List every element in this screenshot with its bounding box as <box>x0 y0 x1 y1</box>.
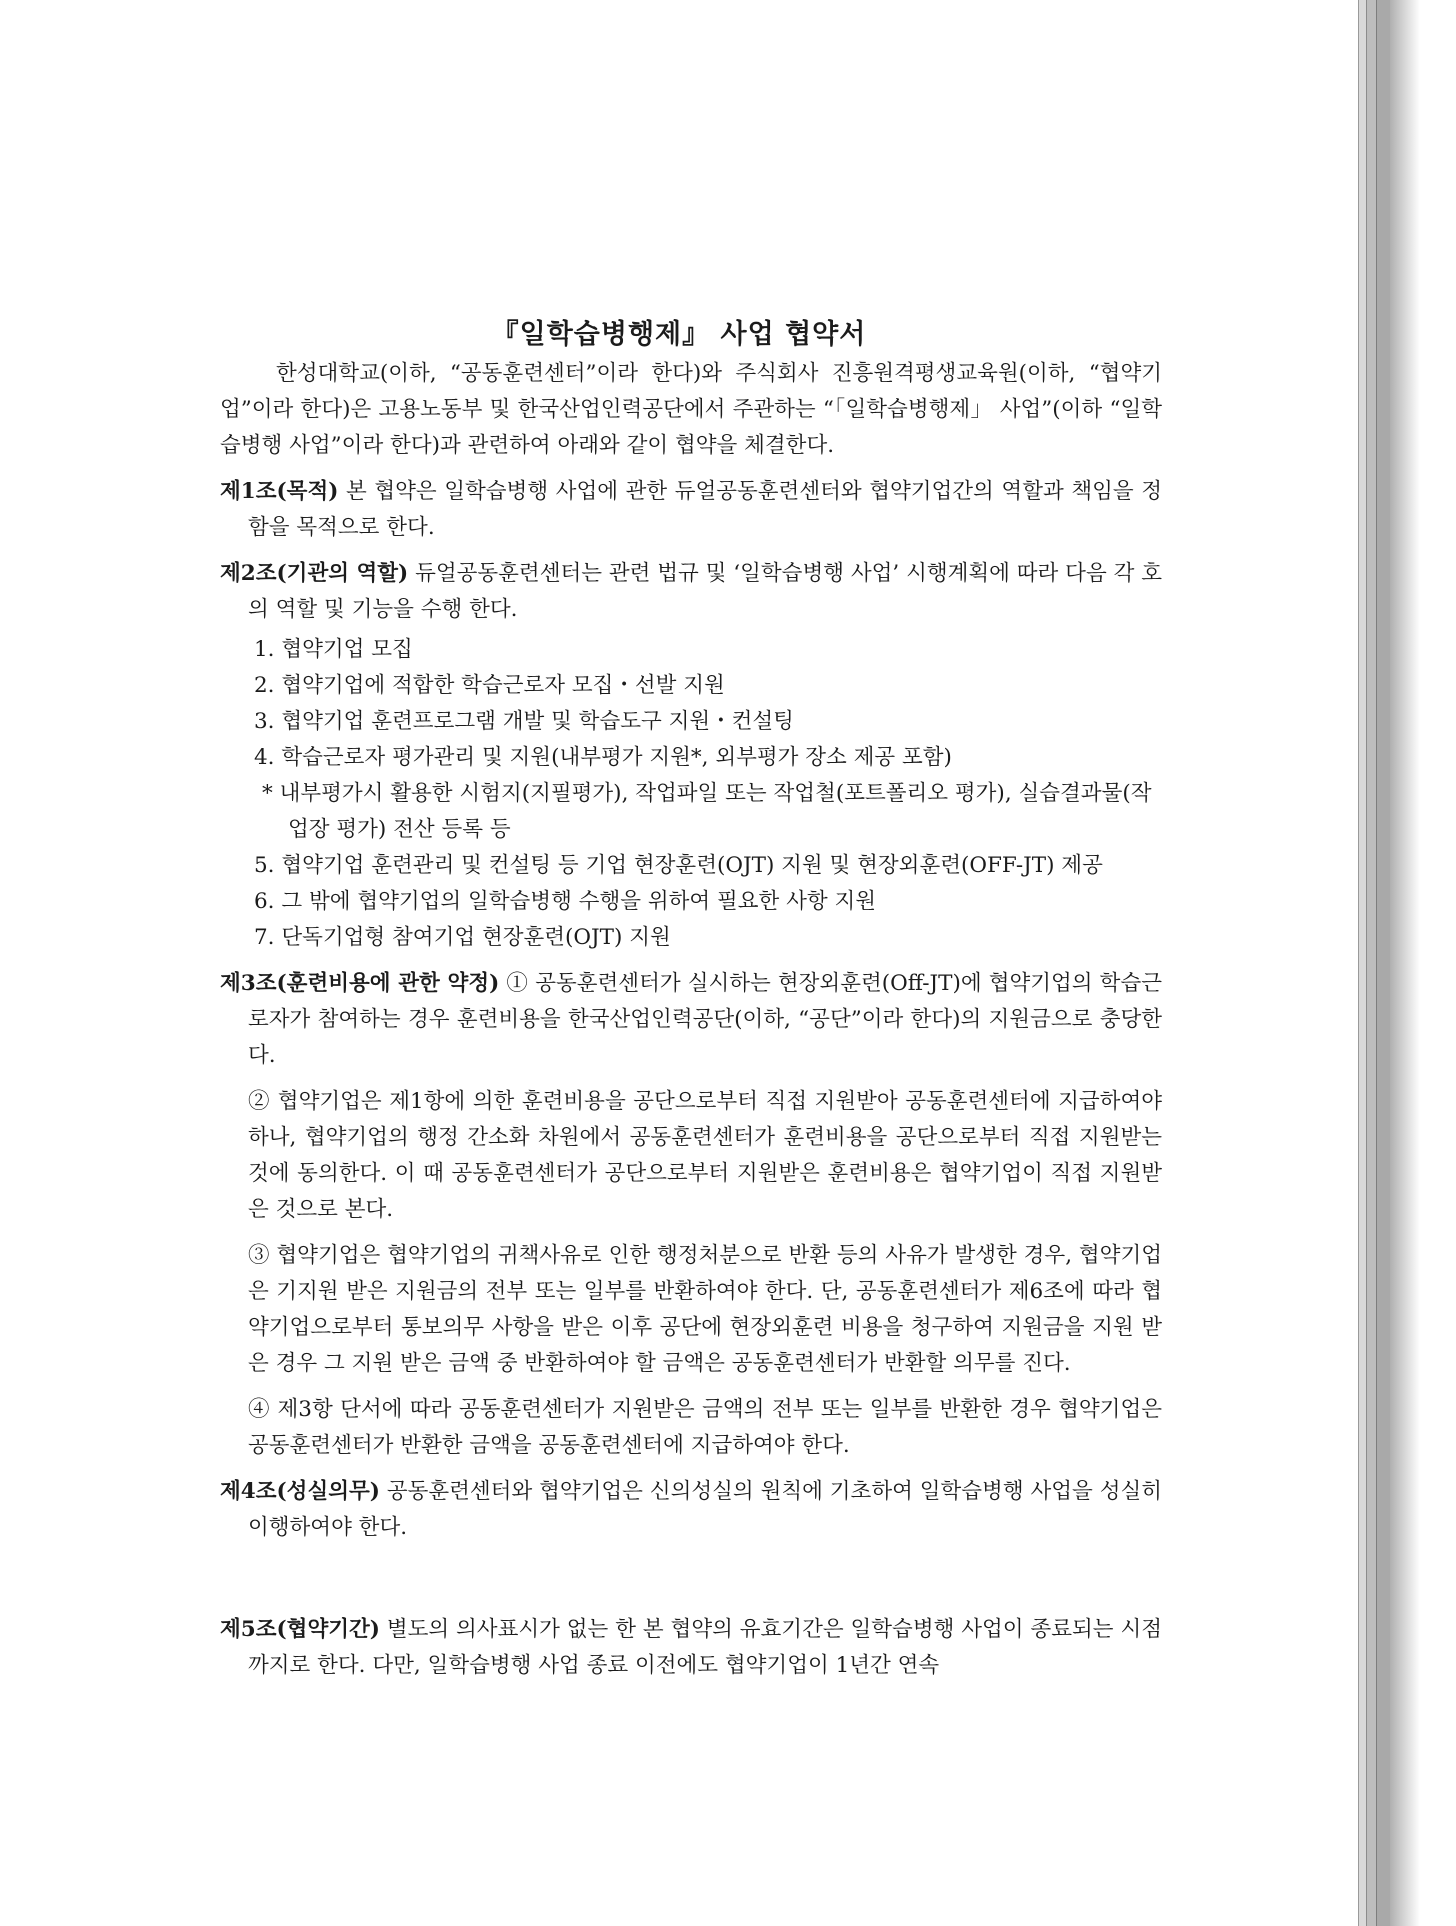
page-shadow <box>1390 0 1420 1926</box>
article-2-text: 듀얼공동훈련센터는 관련 법규 및 ‘일학습병행 사업’ 시행계획에 따라 다음 각 호의 역할 및 기능을 수행 한다. <box>248 561 1162 622</box>
article-1-heading: 제1조(목적) <box>220 479 339 504</box>
article-2-list <box>220 632 1162 776</box>
article-1-text: 본 협약은 일학습병행 사업에 관한 듀얼공동훈련센터와 협약기업간의 역할과 책임을 정함을 목적으로 한다. <box>248 479 1162 540</box>
document-body <box>220 356 1162 1694</box>
article-2-heading: 제2조(기관의 역할) <box>220 561 409 586</box>
article-4-text: 공동훈련센터와 협약기업은 신의성실의 원칙에 기초하여 일학습병행 사업을 성실히 이행하여야 한다. <box>248 1479 1162 1540</box>
article-5-text: 별도의 의사표시가 없는 한 본 협약의 유효기간은 일학습병행 사업이 종료되는 시점까지로 한다. 다만, 일학습병행 사업 종료 이전에도 협약기업이 1년간 연속 <box>248 1617 1162 1678</box>
article-3-heading: 제3조(훈련비용에 관한 약정) <box>220 971 500 996</box>
document-title: 『일학습병행제』 사업 협약서 <box>491 319 867 350</box>
article-4-heading: 제4조(성실의무) <box>220 1479 380 1504</box>
article-2 <box>220 556 1162 628</box>
list-item: 1. 협약기업 모집 <box>254 637 413 662</box>
list-item: 5. 협약기업 훈련관리 및 컨설팅 등 기업 현장훈련(OJT) 지원 및 현장외훈련(OFF-JT) 제공 <box>254 853 1103 878</box>
intro-paragraph: 한성대학교(이하, “공동훈련센터”이라 한다)와 주식회사 진흥원격평생교육원(이하, “협약기업”이라 한다)은 고용노동부 및 한국산업인력공단에서 주관하는 “「일학습병행제」 사업”(이하 “일학습병행 사업”이라 한다)과 관련하여 아래와 같이 협약을 체결한다. <box>220 361 1162 458</box>
list-item: 2. 협약기업에 적합한 학습근로자 모집・선발 지원 <box>254 673 725 698</box>
page-edge <box>1376 0 1391 1926</box>
article-3-p4: ④ 제3항 단서에 따라 공동훈련센터가 지원받은 금액의 전부 또는 일부를 반환한 경우 협약기업은 공동훈련센터가 반환한 금액을 공동훈련센터에 지급하여야 한다. <box>248 1397 1162 1458</box>
list-item: 7. 단독기업형 참여기업 현장훈련(OJT) 지원 <box>254 925 671 950</box>
article-3-p3: ③ 협약기업은 협약기업의 귀책사유로 인한 행정처분으로 반환 등의 사유가 발생한 경우, 협약기업은 기지원 받은 지원금의 전부 또는 일부를 반환하여야 한다. 단, 공동훈련센터가 제6조에 따라 협약기업으로부터 통보의무 사항을 받은 이후 공단에 현장외훈련 비용을 청구하여 지원금을 지원 받은 경우 그 지원 받은 금액 중 반환하여야 할 금액은 공동훈련센터가 반환할 의무를 진다. <box>248 1243 1162 1376</box>
list-item: 4. 학습근로자 평가관리 및 지원(내부평가 지원*, 외부평가 장소 제공 포함) <box>254 745 952 770</box>
article-2-note: * 내부평가시 활용한 시험지(지필평가), 작업파일 또는 작업철(포트폴리오 평가), 실습결과물(작업장 평가) 전산 등록 등 <box>262 781 1152 842</box>
article-4 <box>220 1474 1162 1546</box>
article-5 <box>220 1612 1162 1684</box>
article-3 <box>220 966 1162 1074</box>
spacer <box>220 1556 1162 1612</box>
list-item: 3. 협약기업 훈련프로그램 개발 및 학습도구 지원・컨설팅 <box>254 709 794 734</box>
article-3-p1: ① 공동훈련센터가 실시하는 현장외훈련(Off-JT)에 협약기업의 학습근로자가 참여하는 경우 훈련비용을 한국산업인력공단(이하, “공단”이라 한다)의 지원금으로 충당한다. <box>248 971 1162 1068</box>
article-3-p2: ② 협약기업은 제1항에 의한 훈련비용을 공단으로부터 직접 지원받아 공동훈련센터에 지급하여야 하나, 협약기업의 행정 간소화 차원에서 공동훈련센터가 훈련비용을 공단으로부터 직접 지원받는 것에 동의한다. 이 때 공동훈련센터가 공단으로부터 지원받은 훈련비용은 협약기업이 직접 지원받은 것으로 본다. <box>248 1089 1162 1222</box>
article-2-list-continued <box>220 848 1162 956</box>
article-1 <box>220 474 1162 546</box>
article-5-heading: 제5조(협약기간) <box>220 1617 380 1642</box>
list-item: 6. 그 밖에 협약기업의 일학습병행 수행을 위하여 필요한 사항 지원 <box>254 889 877 914</box>
